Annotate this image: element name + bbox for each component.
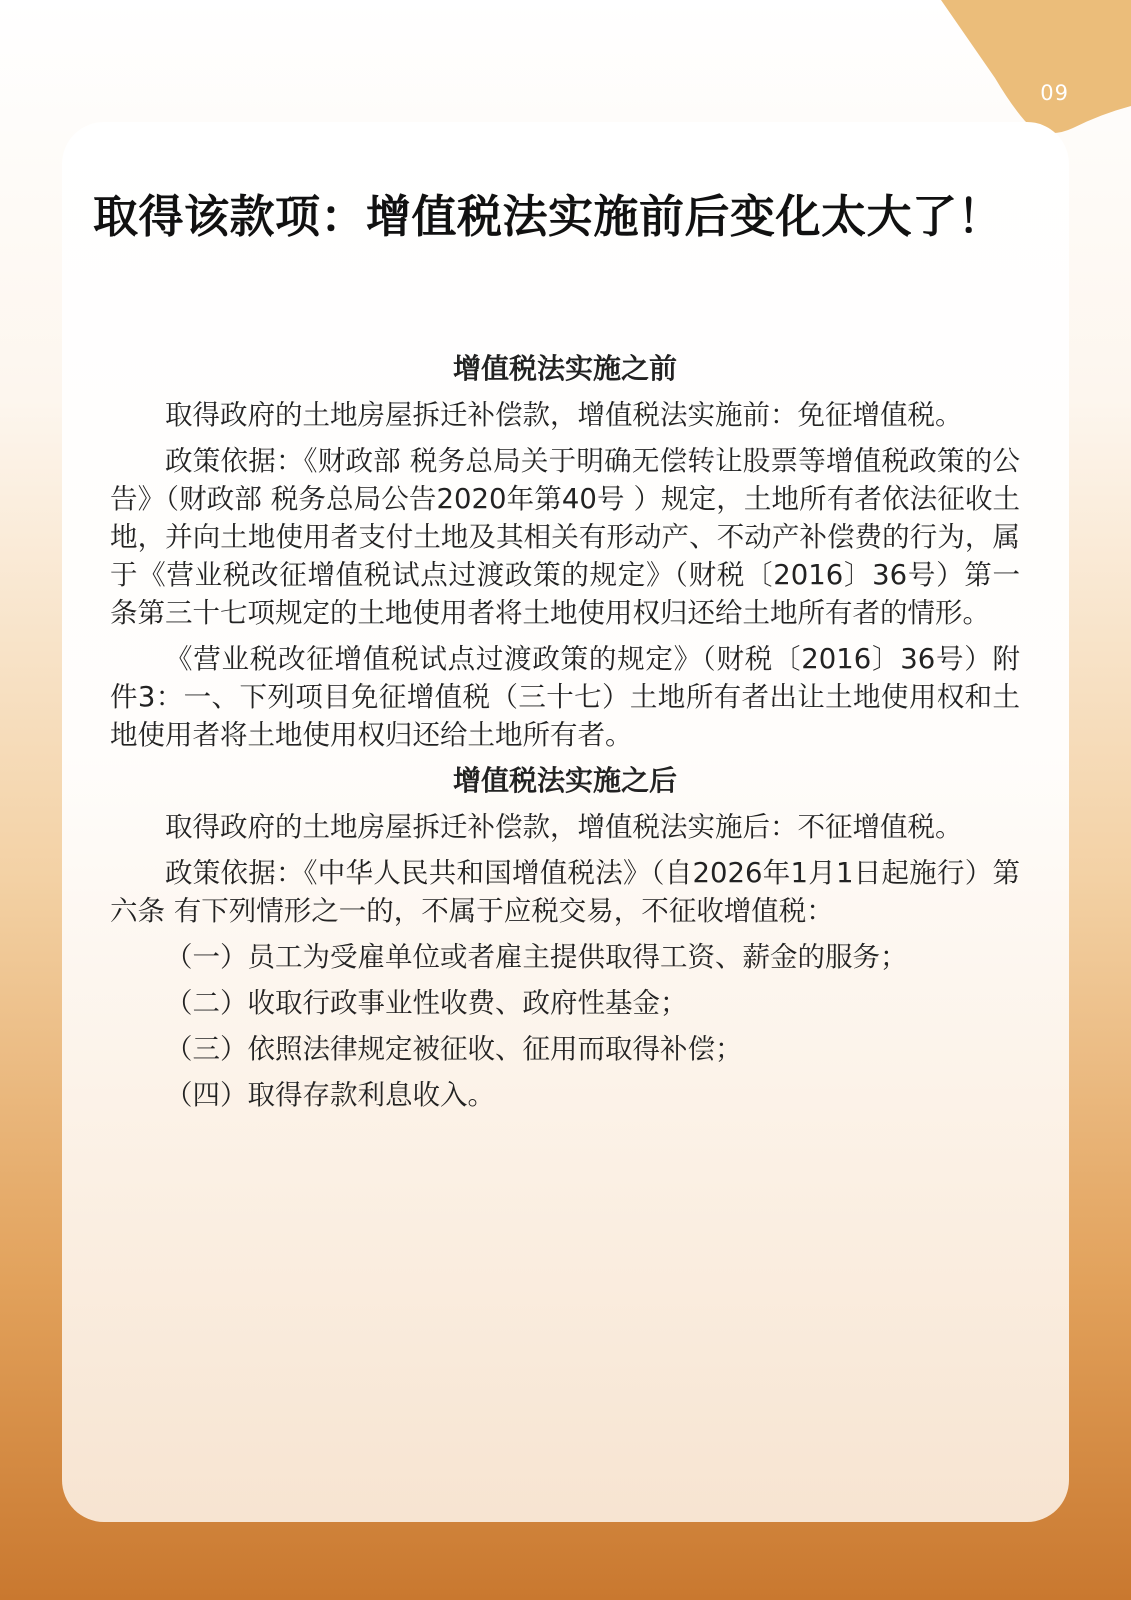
page-title: 取得该款项：增值税法实施前后变化太大了！ bbox=[93, 190, 1004, 243]
list-item: （四）取得存款利息收入。 bbox=[165, 1079, 495, 1111]
section-heading-before: 增值税法实施之前 bbox=[452, 352, 677, 385]
exclusion-list bbox=[110, 938, 1020, 1114]
section-heading-after: 增值税法实施之后 bbox=[452, 764, 677, 797]
list-item: （三）依照法律规定被征收、征用而取得补偿； bbox=[165, 1033, 743, 1065]
corner-decoration bbox=[941, 0, 1131, 140]
paragraph: 取得政府的土地房屋拆迁补偿款，增值税法实施前：免征增值税。 bbox=[165, 399, 963, 431]
paragraph: 取得政府的土地房屋拆迁补偿款，增值税法实施后：不征增值税。 bbox=[165, 811, 963, 843]
paragraph: 《营业税改征增值税试点过渡政策的规定》（财税〔2016〕36号）附件3：一、下列项目免征增值税（三十七）土地所有者出让土地使用权和土地使用者将土地使用权归还给土地所有者。 bbox=[110, 643, 1020, 751]
list-item: （二）收取行政事业性收费、政府性基金； bbox=[165, 987, 688, 1019]
list-item: （一）员工为受雇单位或者雇主提供取得工资、薪金的服务； bbox=[165, 941, 908, 973]
paragraph: 政策依据：《财政部 税务总局关于明确无偿转让股票等增值税政策的公告》（财政部 税务总局公告2020年第40号 ）规定，土地所有者依法征收土地，并向土地使用者支付土地及其相关有形动产、不动产补偿费的行为，属于《营业税改征增值税试点过渡政策的规定》（财税〔2016〕36号）第一条第三十七项规定的土地使用者将土地使用权归还给土地所有者的情形。 bbox=[110, 445, 1020, 629]
article-body bbox=[110, 350, 1020, 1122]
page-number: 09 bbox=[1040, 81, 1069, 105]
paragraph: 政策依据：《中华人民共和国增值税法》（自2026年1月1日起施行）第六条 有下列情形之一的，不属于应税交易，不征收增值税： bbox=[110, 857, 1020, 927]
